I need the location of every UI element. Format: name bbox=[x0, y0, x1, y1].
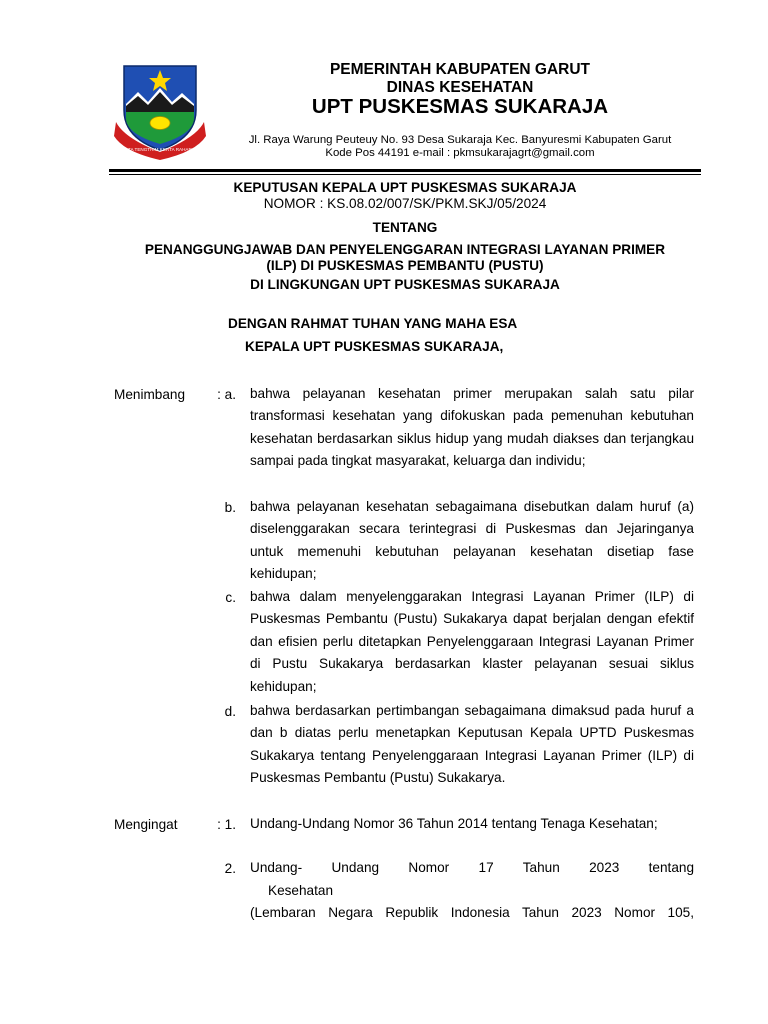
decree-title: KEPUTUSAN KEPALA UPT PUSKESMAS SUKARAJA bbox=[233, 180, 577, 195]
mengingat-item-2-continuation-2: (Lembaran Negara Republik Indonesia Tahun 2023 Nomor 105, bbox=[250, 905, 694, 920]
letterhead-institution: UPT PUSKESMAS SUKARAJA bbox=[311, 95, 609, 118]
letterhead-address bbox=[220, 134, 700, 160]
motto-text: TATA TENGTRIM KERTA RAHARJA bbox=[122, 147, 198, 152]
menimbang-marker-b: b. bbox=[224, 500, 236, 515]
letterhead-government: PEMERINTAH KABUPATEN GARUT bbox=[329, 61, 591, 78]
address-line-2: Kode Pos 44191 e-mail : pkmsukarajagrt@gmail.com bbox=[325, 147, 595, 159]
decree-number: NOMOR : KS.08.02/007/SK/PKM.SKJ/05/2024 bbox=[263, 196, 547, 211]
menimbang-item-d: bahwa berdasarkan pertimbangan sebagaimana dimaksud pada huruf a dan b diatas perlu menetapkan Keputusan Kepala UPTD Puskesmas Sukakarya tentang Penyelenggaraan Integrasi Layanan Primer (ILP) di Puskesmas Pembantu (Pustu) Sukakarya. bbox=[250, 703, 694, 786]
decree-subject-line-3: DI LINGKUNGAN UPT PUSKESMAS SUKARAJA bbox=[250, 277, 560, 292]
mengingat-marker-1: : 1. bbox=[217, 817, 236, 832]
mengingat-item-1: Undang-Undang Nomor 36 Tahun 2014 tentang Tenaga Kesehatan; bbox=[250, 816, 658, 831]
menimbang-marker-c: c. bbox=[225, 590, 236, 605]
decree-subject-line-2: (ILP) DI PUSKESMAS PEMBANTU (PUSTU) bbox=[266, 258, 544, 273]
menimbang-item-a: bahwa pelayanan kesehatan primer merupakan salah satu pilar transformasi kesehatan yang difokuskan pada pemenuhan kebutuhan kesehatan berdasarkan siklus hidup yang mudah diakses dan terjangkau sampai pada tingkat masyarakat, keluarga dan individu; bbox=[250, 386, 694, 469]
menimbang-label: Menimbang bbox=[114, 387, 186, 402]
decree-head: KEPALA UPT PUSKESMAS SUKARAJA, bbox=[245, 339, 504, 354]
decree-grace: DENGAN RAHMAT TUHAN YANG MAHA ESA bbox=[228, 316, 518, 331]
mengingat-item-2: Undang- Undang Nomor 17 Tahun 2023 tentang bbox=[250, 860, 694, 875]
menimbang-item-b: bahwa pelayanan kesehatan sebagaimana disebutkan dalam huruf (a) diselenggarakan secara terintegrasi di Puskesmas dan Jejaringanya untuk memenuhi kebutuhan pelayanan kesehatan disetiap fase kehidupan; bbox=[250, 499, 694, 582]
mengingat-item-2-continuation: Kesehatan bbox=[268, 883, 334, 898]
garut-regency-emblem bbox=[112, 60, 208, 160]
decree-subject-line-1: PENANGGUNGJAWAB DAN PENYELENGGARAN INTEGRASI LAYANAN PRIMER bbox=[144, 242, 666, 257]
letterhead-department: DINAS KESEHATAN bbox=[386, 79, 534, 96]
decree-about: TENTANG bbox=[372, 220, 438, 235]
address-line-1: Jl. Raya Warung Peuteuy No. 93 Desa Sukaraja Kec. Banyuresmi Kabupaten Garut bbox=[248, 134, 672, 146]
menimbang-marker-d: d. bbox=[224, 704, 236, 719]
mengingat-marker-2: 2. bbox=[224, 861, 236, 876]
menimbang-marker-a: : a. bbox=[217, 387, 236, 402]
letterhead-divider-thin bbox=[109, 174, 701, 175]
letterhead-divider-thick bbox=[109, 169, 701, 172]
mengingat-label: Mengingat bbox=[114, 817, 178, 832]
menimbang-item-c: bahwa dalam menyelenggarakan Integrasi Layanan Primer (ILP) di Puskesmas Pembantu (Pustu) Sukakarya dapat berjalan dengan efektif dan efisien perlu ditetapkan Penyelenggaraan Integrasi Layanan Primer di Pustu Sukakarya berdasarkan klaster pelayanan sesuai siklus kehidupan; bbox=[250, 589, 694, 694]
